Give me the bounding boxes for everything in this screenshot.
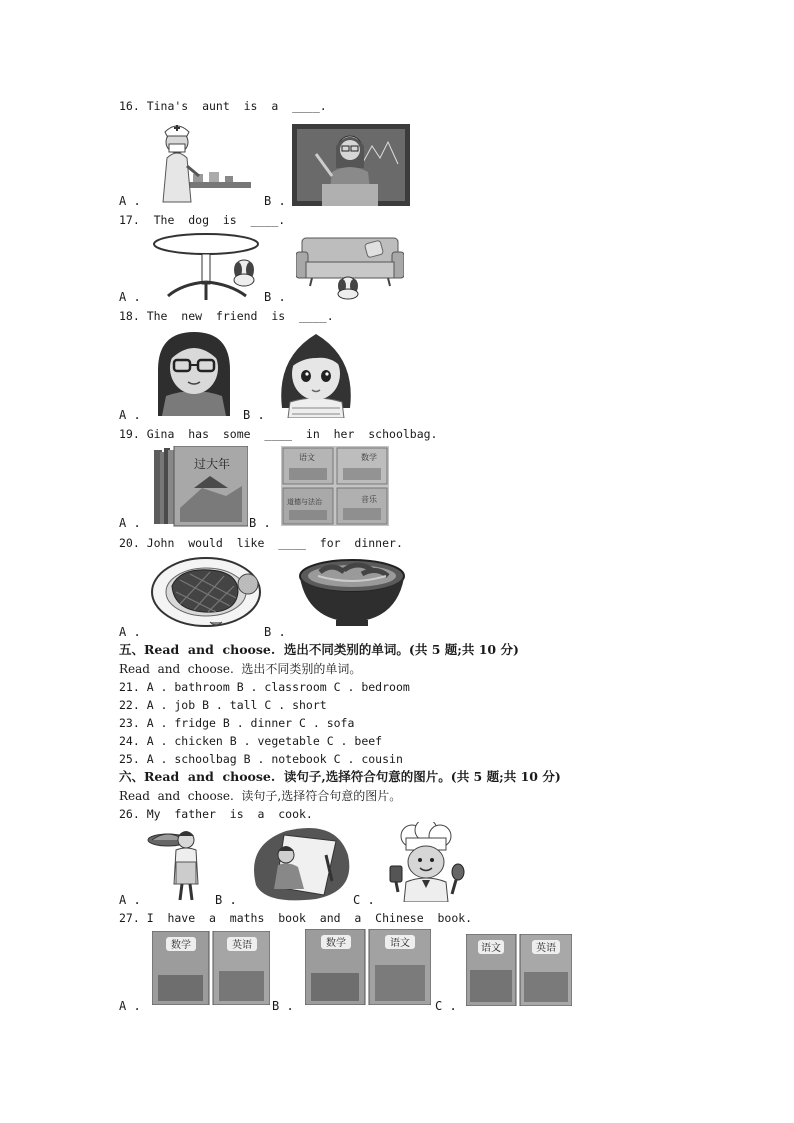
table-dog-image[interactable] <box>152 232 260 302</box>
q26-option-a[interactable]: A . <box>119 893 141 907</box>
chinese-book-label: 语文 <box>299 453 315 462</box>
steak-image[interactable] <box>150 556 266 630</box>
q17-stem: 17. The dog is ____. <box>119 213 286 227</box>
maths-cover-label: 数学 <box>171 940 191 951</box>
q18-stem: 18. The new friend is ____. <box>119 309 334 323</box>
q25: 25. A . schoolbag B . notebook C . cousin <box>119 752 403 766</box>
maths-english-books-image[interactable] <box>152 931 270 1005</box>
q17-option-a[interactable]: A . <box>119 290 141 304</box>
chef-image[interactable] <box>384 822 468 902</box>
q20-option-b[interactable]: B . <box>264 625 286 639</box>
section-6-title: 六、Read and choose. 读句子,选择符合句意的图片。(共 5 题;共 10 分) <box>119 769 561 784</box>
section-5-instruction: Read and choose. 选出不同类别的单词。 <box>119 662 362 676</box>
q18-option-b[interactable]: B . <box>243 408 265 422</box>
q22: 22. A . job B . tall C . short <box>119 698 327 712</box>
teacher-image[interactable] <box>292 124 410 206</box>
music-book-label: 音乐 <box>361 495 377 504</box>
chinese-cover-label: 语文 <box>390 938 410 949</box>
q26-option-c[interactable]: C . <box>353 893 375 907</box>
section-5-title: 五、Read and choose. 选出不同类别的单词。(共 5 题;共 10 分) <box>119 642 519 657</box>
q19-stem: 19. Gina has some ____ in her schoolbag. <box>119 427 438 441</box>
section-6-instruction: Read and choose. 读句子,选择符合句意的图片。 <box>119 789 402 803</box>
noodles-image[interactable] <box>298 558 406 628</box>
q26-option-b[interactable]: B . <box>215 893 237 907</box>
chinese-cover-label-2: 语文 <box>481 943 501 954</box>
maths-book-label: 数学 <box>361 453 377 462</box>
nurse-image[interactable] <box>153 118 253 204</box>
storybooks-image[interactable] <box>154 446 248 528</box>
chinese-english-books-image[interactable] <box>466 934 572 1006</box>
q20-stem: 20. John would like ____ for dinner. <box>119 536 403 550</box>
q27-stem: 27. I have a maths book and a Chinese book. <box>119 911 473 925</box>
q23: 23. A . fridge B . dinner C . sofa <box>119 716 355 730</box>
q26-stem: 26. My father is a cook. <box>119 807 313 821</box>
q16-option-a[interactable]: A . <box>119 194 141 208</box>
textbooks-image[interactable] <box>281 446 389 526</box>
q24: 24. A . chicken B . vegetable C . beef <box>119 734 383 748</box>
book-title-text: 过大年 <box>193 457 231 471</box>
girl-glasses-image[interactable] <box>150 330 238 416</box>
q20-option-a[interactable]: A . <box>119 625 141 639</box>
waitress-image[interactable] <box>146 826 212 902</box>
q19-option-a[interactable]: A . <box>119 516 141 530</box>
morality-book-label: 道德与法治 <box>287 498 322 506</box>
q16-option-b[interactable]: B . <box>264 194 286 208</box>
q16-stem: 16. Tina's aunt is a ____. <box>119 99 327 113</box>
girl-image[interactable] <box>272 328 360 418</box>
q21: 21. A . bathroom B . classroom C . bedroom <box>119 680 410 694</box>
q19-option-b[interactable]: B . <box>249 516 271 530</box>
maths-cover-label-2: 数学 <box>326 938 346 949</box>
q27-option-a[interactable]: A . <box>119 999 141 1013</box>
english-cover-label: 英语 <box>232 940 252 951</box>
q18-option-a[interactable]: A . <box>119 408 141 422</box>
computer-worker-image[interactable] <box>246 825 352 901</box>
english-cover-label-2: 英语 <box>536 943 556 954</box>
q17-option-b[interactable]: B . <box>264 290 286 304</box>
q27-option-b[interactable]: B . <box>272 999 294 1013</box>
sofa-dog-image[interactable] <box>296 228 404 302</box>
q27-option-c[interactable]: C . <box>435 999 457 1013</box>
maths-chinese-books-image[interactable] <box>305 929 431 1005</box>
